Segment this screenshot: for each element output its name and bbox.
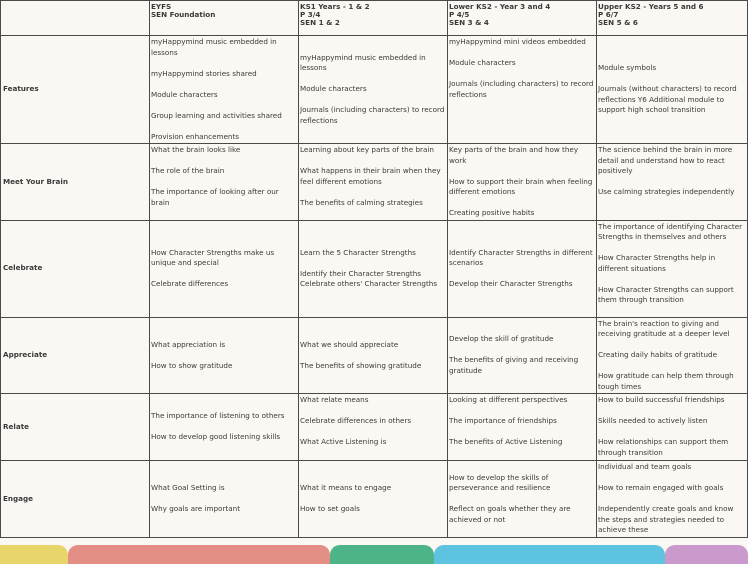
list-item: Creating positive habits bbox=[449, 208, 535, 217]
list-item: myHappymind stories shared bbox=[151, 68, 257, 78]
table-cell bbox=[150, 144, 299, 221]
list-item: The brain's reaction to giving and receiving gratitude at a deeper level bbox=[598, 318, 730, 338]
item-spacer bbox=[598, 427, 746, 438]
list-item: The importance of friendships bbox=[449, 416, 557, 425]
list-item: Reflect on goals whether they are achieved or not bbox=[449, 504, 571, 524]
list-item: How to develop the skills of perseverance and resilience bbox=[449, 472, 551, 493]
item-spacer bbox=[300, 187, 446, 198]
footer-stripe-segment bbox=[68, 545, 330, 564]
item-spacer bbox=[151, 100, 297, 111]
item-spacer bbox=[300, 258, 446, 269]
list-item: How Character Strengths help in different situations bbox=[598, 253, 716, 273]
column-header bbox=[150, 1, 299, 36]
item-spacer bbox=[449, 427, 595, 438]
list-item: Module symbols bbox=[598, 63, 657, 73]
table-row bbox=[1, 317, 748, 394]
table-cell bbox=[299, 317, 448, 394]
item-spacer bbox=[449, 198, 595, 209]
list-item: What it means to engage bbox=[300, 483, 392, 493]
list-item: Develop the skill of gratitude bbox=[449, 334, 554, 344]
list-item: What the brain looks like bbox=[151, 145, 241, 154]
list-item: What appreciation is bbox=[151, 339, 226, 349]
list-item: Provision enhancements bbox=[151, 131, 240, 141]
table-body bbox=[1, 1, 748, 538]
row-header: Celebrate bbox=[1, 220, 150, 317]
list-item: Journals (including characters) to record reflections bbox=[300, 105, 445, 125]
item-spacer bbox=[300, 156, 446, 167]
table-row bbox=[1, 394, 748, 461]
table-row bbox=[1, 461, 748, 538]
table-row bbox=[1, 220, 748, 317]
list-item: The importance of identifying Character Strengths in themselves and others bbox=[598, 221, 743, 241]
column-header-line: Upper KS2 - Years 5 and 6 bbox=[598, 2, 704, 11]
column-header-line: SEN 1 & 2 bbox=[300, 18, 340, 27]
list-item: How Character Strengths can support them through transition bbox=[598, 284, 734, 304]
item-spacer bbox=[151, 58, 297, 69]
list-item: The benefits of giving and receiving gratitude bbox=[449, 355, 579, 375]
list-item: Learning about key parts of the brain bbox=[300, 145, 434, 154]
list-item: Group learning and activities shared bbox=[151, 110, 282, 120]
footer-stripe-segment bbox=[330, 545, 434, 564]
list-item: Module characters bbox=[151, 89, 218, 99]
item-spacer bbox=[449, 269, 595, 280]
list-item: myHappymind music embedded in lessons bbox=[300, 52, 426, 73]
list-item: What relate means bbox=[300, 395, 369, 404]
table-cell bbox=[150, 36, 299, 144]
list-item: Module characters bbox=[300, 84, 367, 94]
item-spacer bbox=[151, 269, 297, 280]
row-header: Features bbox=[1, 36, 150, 144]
column-header-line: SEN 3 & 4 bbox=[449, 18, 489, 27]
table-cell bbox=[597, 317, 748, 394]
list-item: Journals (without characters) to record reflections Y6 Additional module to support high school transition bbox=[598, 84, 737, 115]
list-item: The importance of listening to others bbox=[151, 411, 285, 421]
list-item: Looking at different perspectives bbox=[449, 395, 568, 404]
item-spacer bbox=[151, 494, 297, 505]
item-spacer bbox=[598, 243, 746, 254]
item-spacer bbox=[598, 177, 746, 188]
table-cell bbox=[299, 36, 448, 144]
column-header-line: P 4/5 bbox=[449, 10, 470, 19]
item-spacer bbox=[449, 166, 595, 177]
header-row bbox=[1, 1, 748, 36]
item-spacer bbox=[151, 177, 297, 188]
footer-stripe-segment bbox=[0, 545, 68, 564]
column-header-line: EYFS bbox=[151, 2, 172, 11]
table-cell bbox=[448, 144, 597, 221]
list-item: Use calming strategies independently bbox=[598, 187, 735, 196]
list-item: What we should appreciate bbox=[300, 339, 399, 349]
table-cell bbox=[299, 220, 448, 317]
item-spacer bbox=[151, 350, 297, 361]
list-item: How to build successful friendships bbox=[598, 395, 725, 404]
item-spacer bbox=[598, 473, 746, 484]
list-item: Identify Character Strengths in different scenarios bbox=[449, 247, 593, 267]
list-item: Independently create goals and know the steps and strategies needed to achieve these bbox=[598, 504, 734, 534]
list-item: How gratitude can help them through tough times bbox=[598, 371, 734, 391]
item-spacer bbox=[300, 406, 446, 417]
list-item: myHappymind mini videos embedded bbox=[449, 37, 586, 46]
list-item: The importance of looking after our brain bbox=[151, 187, 279, 207]
table-row bbox=[1, 36, 748, 144]
item-spacer bbox=[449, 494, 595, 505]
list-item: Individual and team goals bbox=[598, 462, 692, 471]
table-cell bbox=[597, 220, 748, 317]
row-header: Engage bbox=[1, 461, 150, 538]
item-spacer bbox=[151, 121, 297, 132]
item-spacer bbox=[598, 74, 746, 85]
item-spacer bbox=[598, 494, 746, 505]
column-header bbox=[448, 1, 597, 36]
list-item: How to set goals bbox=[300, 504, 360, 514]
table-cell bbox=[150, 394, 299, 461]
item-spacer bbox=[300, 95, 446, 106]
table-cell bbox=[597, 144, 748, 221]
item-spacer bbox=[300, 74, 446, 85]
item-spacer bbox=[598, 340, 746, 351]
column-header-line: SEN Foundation bbox=[151, 10, 216, 19]
list-item: Why goals are important bbox=[151, 504, 241, 514]
list-item: What happens in their brain when they feel different emotions bbox=[300, 166, 441, 186]
table-cell bbox=[299, 461, 448, 538]
column-header bbox=[597, 1, 748, 36]
table-row bbox=[1, 144, 748, 221]
list-item: Skills needed to actively listen bbox=[598, 416, 708, 425]
list-item: Journals (including characters) to record reflections bbox=[449, 79, 594, 99]
item-spacer bbox=[300, 350, 446, 361]
item-spacer bbox=[449, 69, 595, 80]
column-header-line: SEN 5 & 6 bbox=[598, 18, 638, 27]
table-cell bbox=[150, 220, 299, 317]
row-header: Relate bbox=[1, 394, 150, 461]
column-header-line: P 6/7 bbox=[598, 10, 619, 19]
item-spacer bbox=[300, 494, 446, 505]
list-item: myHappymind music embedded in lessons bbox=[151, 37, 277, 57]
column-header-line: Lower KS2 - Year 3 and 4 bbox=[449, 2, 551, 11]
list-item: Celebrate differences bbox=[151, 279, 229, 288]
column-header-line: KS1 Years - 1 & 2 bbox=[300, 2, 370, 11]
table-cell bbox=[299, 394, 448, 461]
table-cell bbox=[448, 220, 597, 317]
item-spacer bbox=[598, 274, 746, 285]
list-item: Creating daily habits of gratitude bbox=[598, 350, 718, 359]
table-cell bbox=[150, 317, 299, 394]
table-cell bbox=[597, 394, 748, 461]
list-item: The benefits of showing gratitude bbox=[300, 360, 422, 370]
item-spacer bbox=[300, 427, 446, 438]
table-cell bbox=[448, 317, 597, 394]
footer-stripe-segment bbox=[434, 545, 665, 564]
row-header: Meet Your Brain bbox=[1, 144, 150, 221]
list-item: How to show gratitude bbox=[151, 360, 233, 370]
corner-cell bbox=[1, 1, 150, 36]
table-cell bbox=[448, 461, 597, 538]
footer-stripe-segment bbox=[665, 545, 748, 564]
list-item: Learn the 5 Character Strengths bbox=[300, 247, 416, 257]
list-item: Develop their Character Strengths bbox=[449, 279, 573, 288]
table-cell bbox=[597, 461, 748, 538]
item-spacer bbox=[151, 79, 297, 90]
list-item: How to support their brain when feeling different emotions bbox=[449, 176, 593, 196]
list-item: The role of the brain bbox=[151, 166, 225, 175]
table-cell bbox=[299, 144, 448, 221]
list-item: Celebrate differences in others bbox=[300, 416, 412, 425]
column-header-line: P 3/4 bbox=[300, 10, 321, 19]
list-item: The benefits of calming strategies bbox=[300, 197, 423, 207]
table-cell bbox=[448, 394, 597, 461]
table-cell bbox=[448, 36, 597, 144]
item-spacer bbox=[449, 48, 595, 59]
row-header: Appreciate bbox=[1, 317, 150, 394]
table-cell bbox=[597, 36, 748, 144]
list-item: What Active Listening is bbox=[300, 437, 387, 446]
item-spacer bbox=[449, 345, 595, 356]
table-cell bbox=[150, 461, 299, 538]
list-item: What Goal Setting is bbox=[151, 483, 225, 493]
list-item: Identify their Character Strengths Celebrate others' Character Strengths bbox=[300, 268, 438, 288]
item-spacer bbox=[598, 361, 746, 372]
item-spacer bbox=[598, 406, 746, 417]
list-item: The science behind the brain in more detail and understand how to react positively bbox=[598, 145, 733, 175]
item-spacer bbox=[151, 422, 297, 433]
list-item: How to develop good listening skills bbox=[151, 432, 281, 442]
item-spacer bbox=[449, 406, 595, 417]
list-item: How Character Strengths make us unique and special bbox=[151, 247, 275, 267]
list-item: How to remain engaged with goals bbox=[598, 483, 724, 492]
item-spacer bbox=[151, 156, 297, 167]
list-item: Module characters bbox=[449, 58, 516, 67]
list-item: Key parts of the brain and how they work bbox=[449, 145, 579, 165]
list-item: The benefits of Active Listening bbox=[449, 437, 563, 446]
list-item: How relationships can support them through transition bbox=[598, 437, 729, 457]
column-header bbox=[299, 1, 448, 36]
